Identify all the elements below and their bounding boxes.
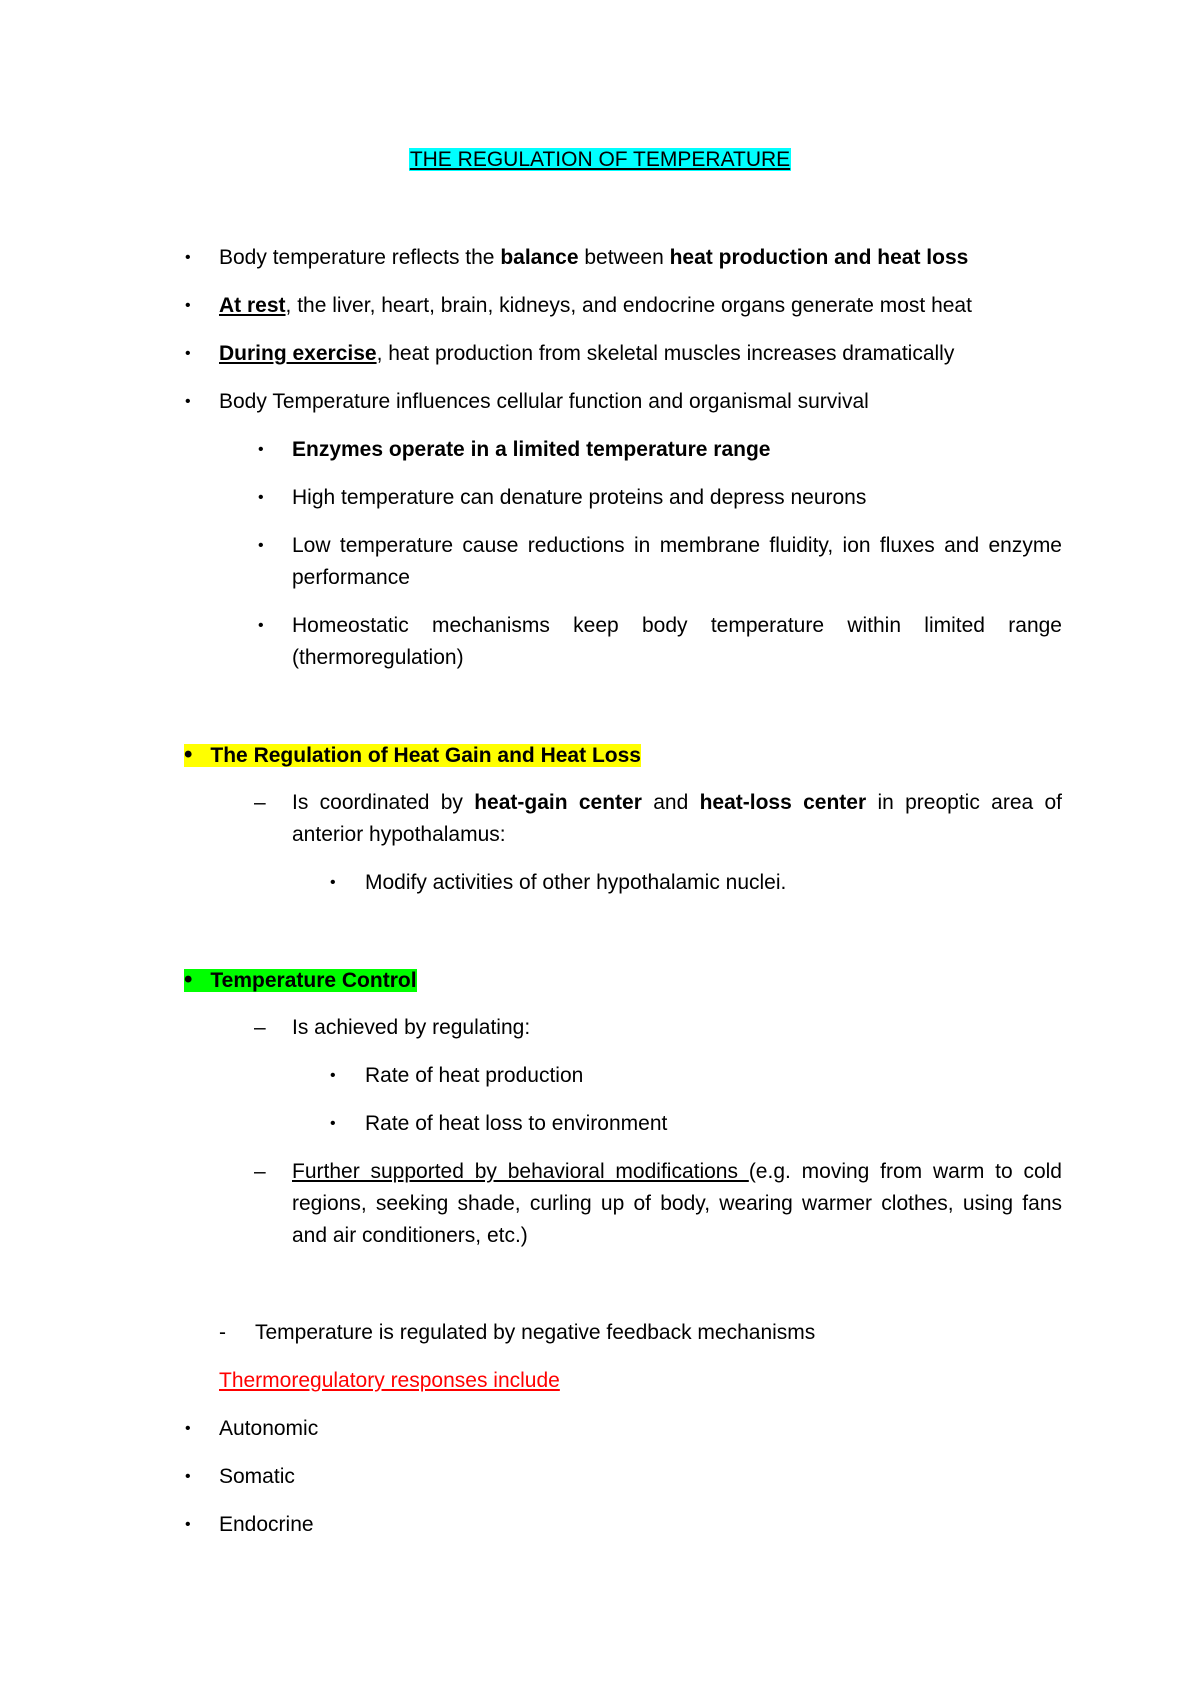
bullet-icon: • xyxy=(185,249,191,266)
bullet-icon: • xyxy=(185,345,191,362)
dash-text-achieved: Is achieved by regulating: xyxy=(292,1016,531,1039)
sub-bullet-heat-production: Rate of heat production xyxy=(365,1064,584,1087)
dash-icon: – xyxy=(254,1016,266,1039)
sub-bullet-homeostatic: Homeostatic mechanisms keep body temperature within limited range (thermoregulation) xyxy=(292,614,1062,669)
document-title: THE REGULATION OF TEMPERATURE xyxy=(409,148,791,171)
dash-icon: – xyxy=(254,791,266,814)
sub-bullet-icon: • xyxy=(258,537,264,554)
section-heading-temperature-control: • Temperature Control xyxy=(184,966,417,993)
sub-bullet-low-temperature: Low temperature cause reductions in membrane fluidity, ion fluxes and enzyme performance xyxy=(292,534,1062,589)
bullet-icon: • xyxy=(185,1468,191,1485)
sub-bullet-icon: • xyxy=(330,874,336,891)
dash-icon: – xyxy=(254,1160,266,1183)
bullet-icon: • xyxy=(185,393,191,410)
hyphen-icon: - xyxy=(219,1321,226,1344)
section-heading-heat-gain-loss: • The Regulation of Heat Gain and Heat Loss xyxy=(184,741,641,768)
sub-bullet-icon: • xyxy=(258,617,264,634)
sub-bullet-modify-activities: Modify activities of other hypothalamic nuclei. xyxy=(365,871,787,894)
response-autonomic: Autonomic xyxy=(219,1417,319,1440)
bullet-text-balance: Body temperature reflects the balance between heat production and heat loss xyxy=(219,246,969,269)
sub-bullet-high-temperature: High temperature can denature proteins and depress neurons xyxy=(292,486,867,509)
negative-feedback-text: Temperature is regulated by negative feedback mechanisms xyxy=(255,1321,816,1344)
bullet-icon: • xyxy=(185,1420,191,1437)
sub-bullet-enzymes: Enzymes operate in a limited temperature range xyxy=(292,438,771,461)
bullet-text-at-rest: At rest, the liver, heart, brain, kidneys, and endocrine organs generate most heat xyxy=(219,294,972,317)
dash-text-behavioral: Further supported by behavioral modifications (e.g. moving from warm to cold regions, seeking shade, curling up of body, wearing warmer clothes, using fans and air conditioners, etc.) xyxy=(292,1160,1062,1247)
sub-bullet-heat-loss: Rate of heat loss to environment xyxy=(365,1112,668,1135)
response-somatic: Somatic xyxy=(219,1465,295,1488)
bullet-icon: • xyxy=(185,1516,191,1533)
response-endocrine: Endocrine xyxy=(219,1513,314,1536)
responses-heading: Thermoregulatory responses include xyxy=(219,1369,560,1392)
bullet-text-during-exercise: During exercise, heat production from skeletal muscles increases dramatically xyxy=(219,342,955,365)
sub-bullet-icon: • xyxy=(330,1115,336,1132)
bullet-text-body-temperature: Body Temperature influences cellular function and organismal survival xyxy=(219,390,869,413)
bullet-icon: • xyxy=(185,297,191,314)
sub-bullet-icon: • xyxy=(330,1067,336,1084)
dash-text-coordinated: Is coordinated by heat-gain center and heat-loss center in preoptic area of anterior hypothalamus: xyxy=(292,791,1063,846)
sub-bullet-icon: • xyxy=(258,489,264,506)
sub-bullet-icon: • xyxy=(258,441,264,458)
